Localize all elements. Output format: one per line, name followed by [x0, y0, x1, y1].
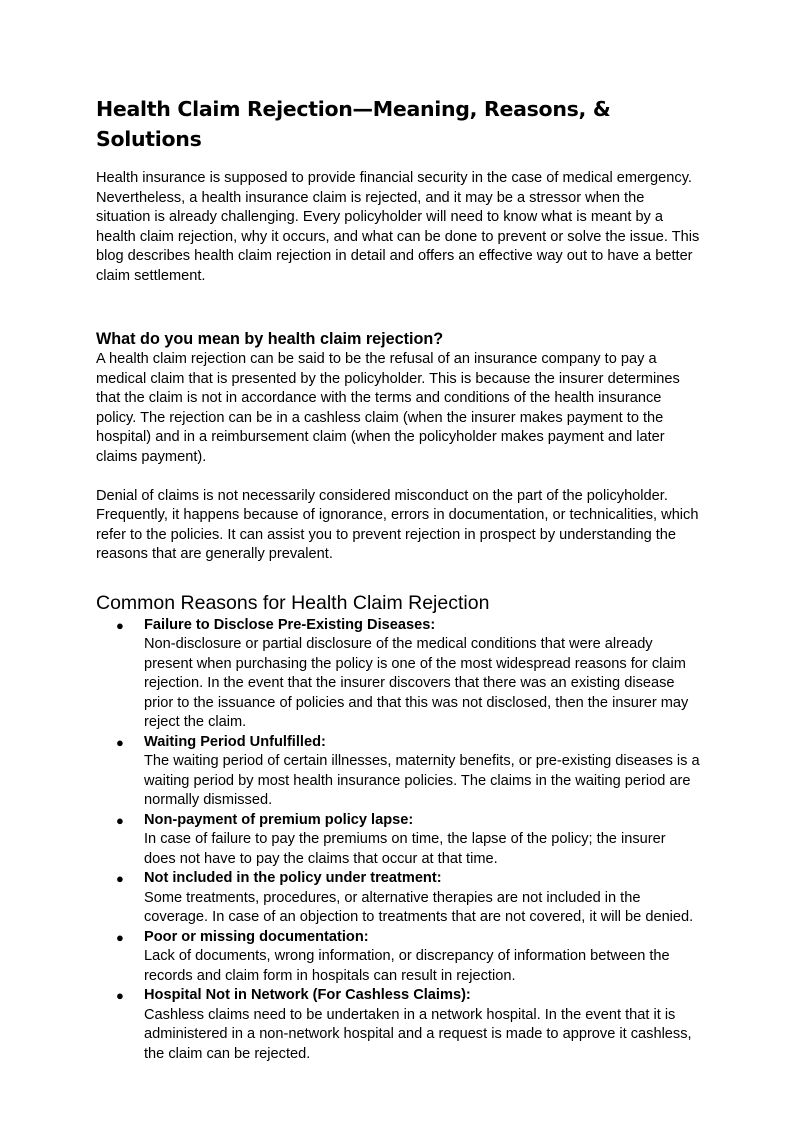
page-title: Health Claim Rejection—Meaning, Reasons, & Solutions [96, 97, 611, 151]
bullet-icon: ● [116, 617, 124, 633]
reason-text: Cashless claims need to be undertaken in a network hospital. In the event that it is administered in a non-network hospital and a request is made to approve it cashless, the claim can be rejected. [144, 1006, 692, 1062]
list-item [96, 928, 700, 987]
reason-title: Hospital Not in Network (For Cashless Claims): [144, 987, 471, 1003]
reasons-list [96, 616, 700, 1065]
section-heading-what-is-rejection: What do you mean by health claim rejection? [96, 330, 444, 348]
reason-text: Lack of documents, wrong information, or discrepancy of information between the records and claim form in hospitals can result in rejection. [144, 948, 670, 984]
reason-title: Non-payment of premium policy lapse: [144, 811, 414, 828]
section-heading-common-reasons: Common Reasons for Health Claim Rejection [96, 591, 490, 614]
reason-text: Some treatments, procedures, or alternative therapies are not included in the coverage. In case of an objection to treatments that are not covered, it will be denied. [144, 889, 694, 925]
reason-title: Not included in the policy under treatment: [144, 870, 442, 886]
list-item [96, 986, 700, 1064]
list-item [96, 869, 700, 928]
reason-text: Non-disclosure or partial disclosure of the medical conditions that were already present when purchasing the policy is one of the most widespread reasons for claim rejection. In the event that the insurer discovers that there was an existing disease prior to the issuance of policies and that this was not disclosed, then the insurer may reject the claim. [144, 636, 689, 730]
document-page [96, 94, 700, 1064]
bullet-icon: ● [116, 734, 124, 750]
list-item [96, 811, 700, 870]
list-item [96, 616, 700, 733]
bullet-icon: ● [116, 812, 124, 828]
denial-paragraph: Denial of claims is not necessarily considered misconduct on the part of the policyholder. Frequently, it happens because of ignorance, errors in documentation, or technicalities, which refer to the policies. It can assist you to prevent rejection in prospect by understanding the reasons that are generally prevalent. [96, 487, 699, 562]
reason-title: Poor or missing documentation: [144, 928, 369, 945]
reason-text: The waiting period of certain illnesses, maternity benefits, or pre-existing diseases is a waiting period by most health insurance policies. The claims in the waiting period are normally dismissed. [144, 753, 700, 808]
list-item [96, 733, 700, 811]
intro-paragraph: Health insurance is supposed to provide financial security in the case of medical emergency. Nevertheless, a health insurance claim is rejected, and it may be a stressor when the situation is already challenging. Every policyholder will need to know what is meant by a health claim rejection, why it occurs, and what can be done to prevent or solve the issue. This blog describes health claim rejection in detail and offers an effective way out to have a better claim settlement. [96, 170, 700, 284]
bullet-icon: ● [116, 988, 124, 1003]
reason-title: Waiting Period Unfulfilled: [144, 733, 326, 750]
reason-title: Failure to Disclose Pre-Existing Diseases: [144, 616, 436, 633]
bullet-icon: ● [116, 871, 124, 886]
reason-text: In case of failure to pay the premiums on time, the lapse of the policy; the insurer does not have to pay the claims that occur at that time. [144, 831, 666, 867]
definition-paragraph: A health claim rejection can be said to be the refusal of an insurance company to pay a medical claim that is presented by the policyholder. This is because the insurer determines that the claim is not in accordance with the terms and conditions of the health insurance policy. The rejection can be in a cashless claim (when the insurer makes payment to the hospital) and in a reimbursement claim (when the policyholder makes payment and later claims payment). [96, 351, 680, 465]
bullet-icon: ● [116, 929, 124, 945]
